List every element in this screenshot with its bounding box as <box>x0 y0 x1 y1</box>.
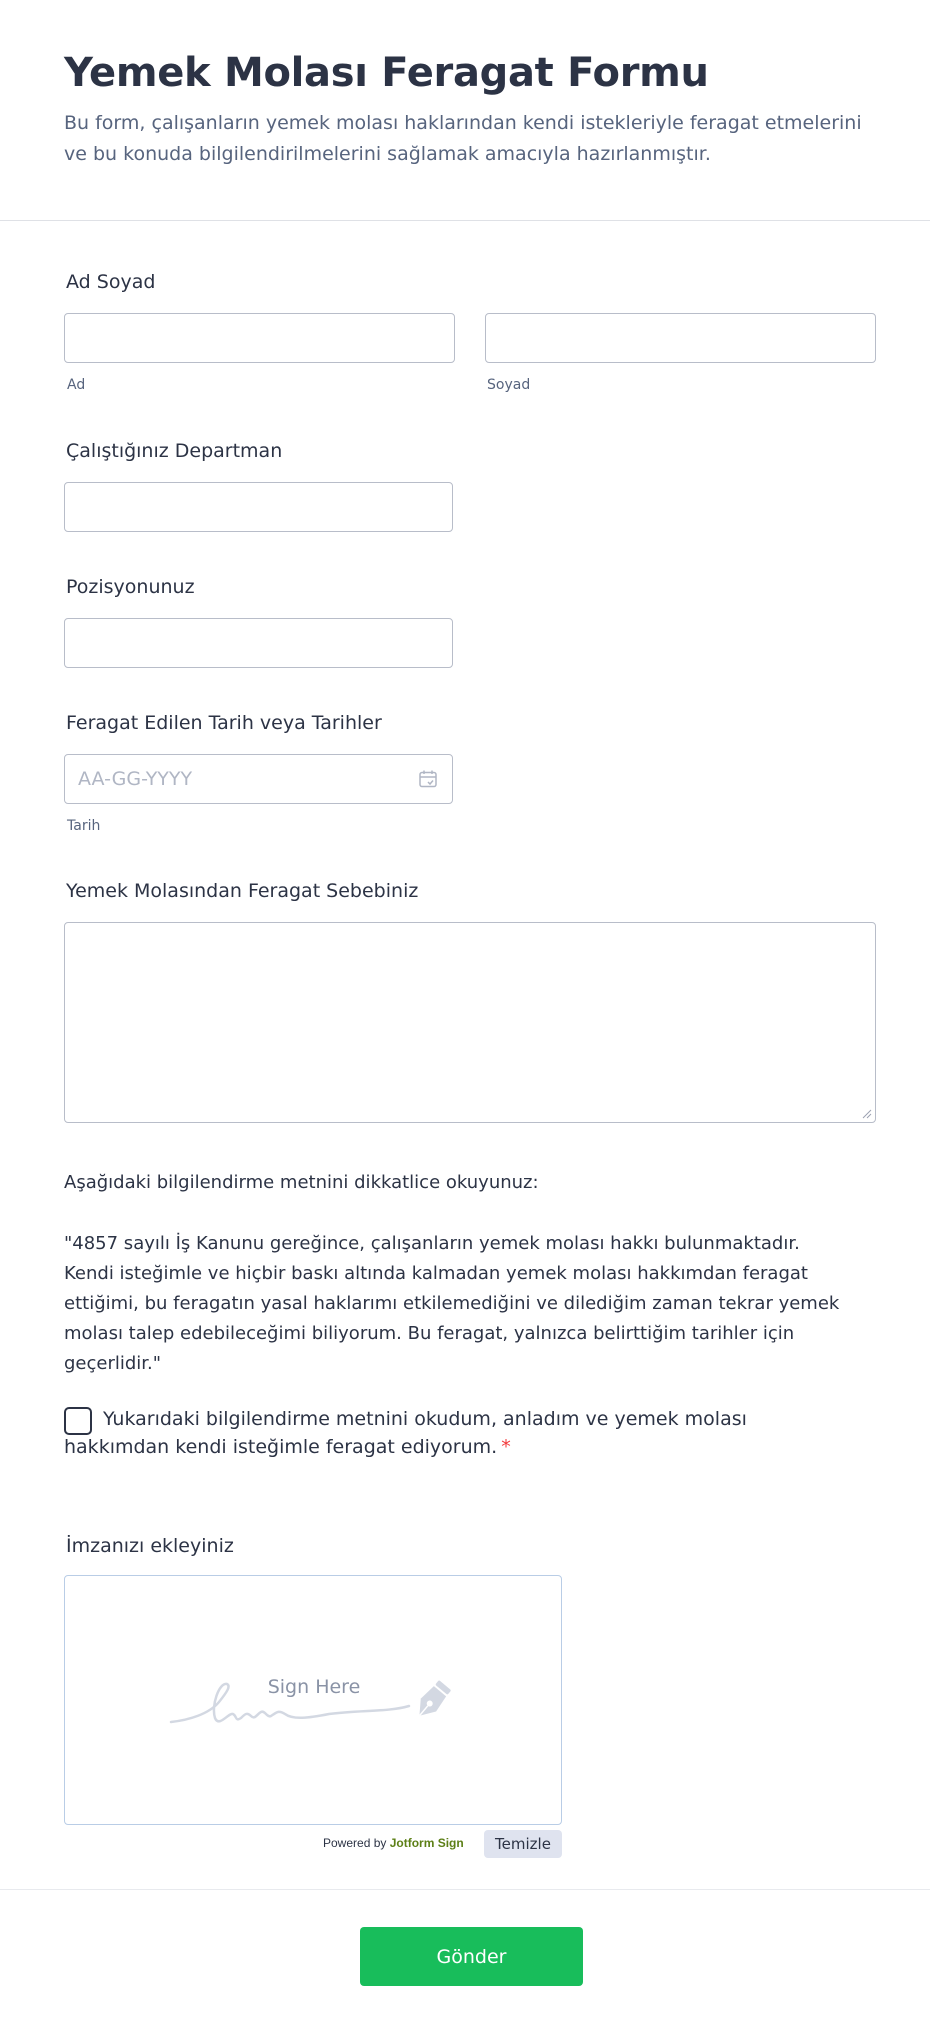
date-sublabel: Tarih <box>67 818 101 834</box>
date-label: Feragat Edilen Tarih veya Tarihler <box>66 712 382 734</box>
info-intro: Aşağıdaki bilgilendirme metnini dikkatlice okuyunuz: <box>64 1172 539 1193</box>
powered-by[interactable] <box>323 1836 464 1850</box>
date-input[interactable] <box>64 754 453 804</box>
resize-grip-icon[interactable] <box>862 1109 872 1119</box>
signature-label: İmzanızı ekleyiniz <box>66 1535 234 1557</box>
calendar-icon[interactable] <box>418 769 438 789</box>
clear-signature-button[interactable]: Temizle <box>484 1830 562 1858</box>
signature-scribble-icon <box>169 1672 459 1742</box>
required-mark: * <box>501 1436 511 1458</box>
footer-divider <box>0 1889 930 1890</box>
form-title: Yemek Molası Feragat Formu <box>64 50 709 96</box>
date-placeholder: AA-GG-YYYY <box>78 768 193 790</box>
department-input[interactable] <box>64 482 453 532</box>
reason-textarea[interactable] <box>64 922 876 1123</box>
info-body: "4857 sayılı İş Kanunu gereğince, çalışanların yemek molası hakkı bulunmaktadır. Kendi isteğimle ve hiçbir baskı altında kalmadan yemek molası hakkımdan feragat ettiğimi, bu feragatın yasal haklarımı etkilemediğini ve dilediğim zaman tekrar yemek molası talep edebileceğimi biliyorum. Bu feragat, yalnızca belirttiğim tarihler için geçerlidir." <box>64 1233 840 1374</box>
signature-pad[interactable] <box>64 1575 562 1825</box>
form-header <box>0 0 930 221</box>
consent-text: Yukarıdaki bilgilendirme metnini okudum, anladım ve yemek molası hakkımdan kendi isteğimle feragat ediyorum. <box>64 1408 747 1458</box>
powered-prefix: Powered by <box>323 1836 387 1850</box>
consent-label[interactable] <box>64 1405 764 1461</box>
position-input[interactable] <box>64 618 453 668</box>
signature-placeholder: Sign Here <box>267 1676 361 1698</box>
pen-nib-icon <box>412 1679 453 1722</box>
form-subtitle: Bu form, çalışanların yemek molası haklarından kendi istekleriyle feragat etmelerini ve bu konuda bilgilendirilmelerini sağlamak amacıyla hazırlanmıştır. <box>64 112 862 165</box>
first-name-sublabel: Ad <box>67 377 86 393</box>
name-label: Ad Soyad <box>66 271 156 293</box>
submit-button[interactable]: Gönder <box>360 1927 583 1986</box>
last-name-sublabel: Soyad <box>487 377 531 393</box>
department-label: Çalıştığınız Departman <box>66 440 283 462</box>
first-name-input[interactable] <box>64 313 455 363</box>
reason-label: Yemek Molasından Feragat Sebebiniz <box>66 880 419 902</box>
last-name-input[interactable] <box>485 313 876 363</box>
position-label: Pozisyonunuz <box>66 576 195 598</box>
powered-brand: Jotform Sign <box>389 1836 464 1850</box>
